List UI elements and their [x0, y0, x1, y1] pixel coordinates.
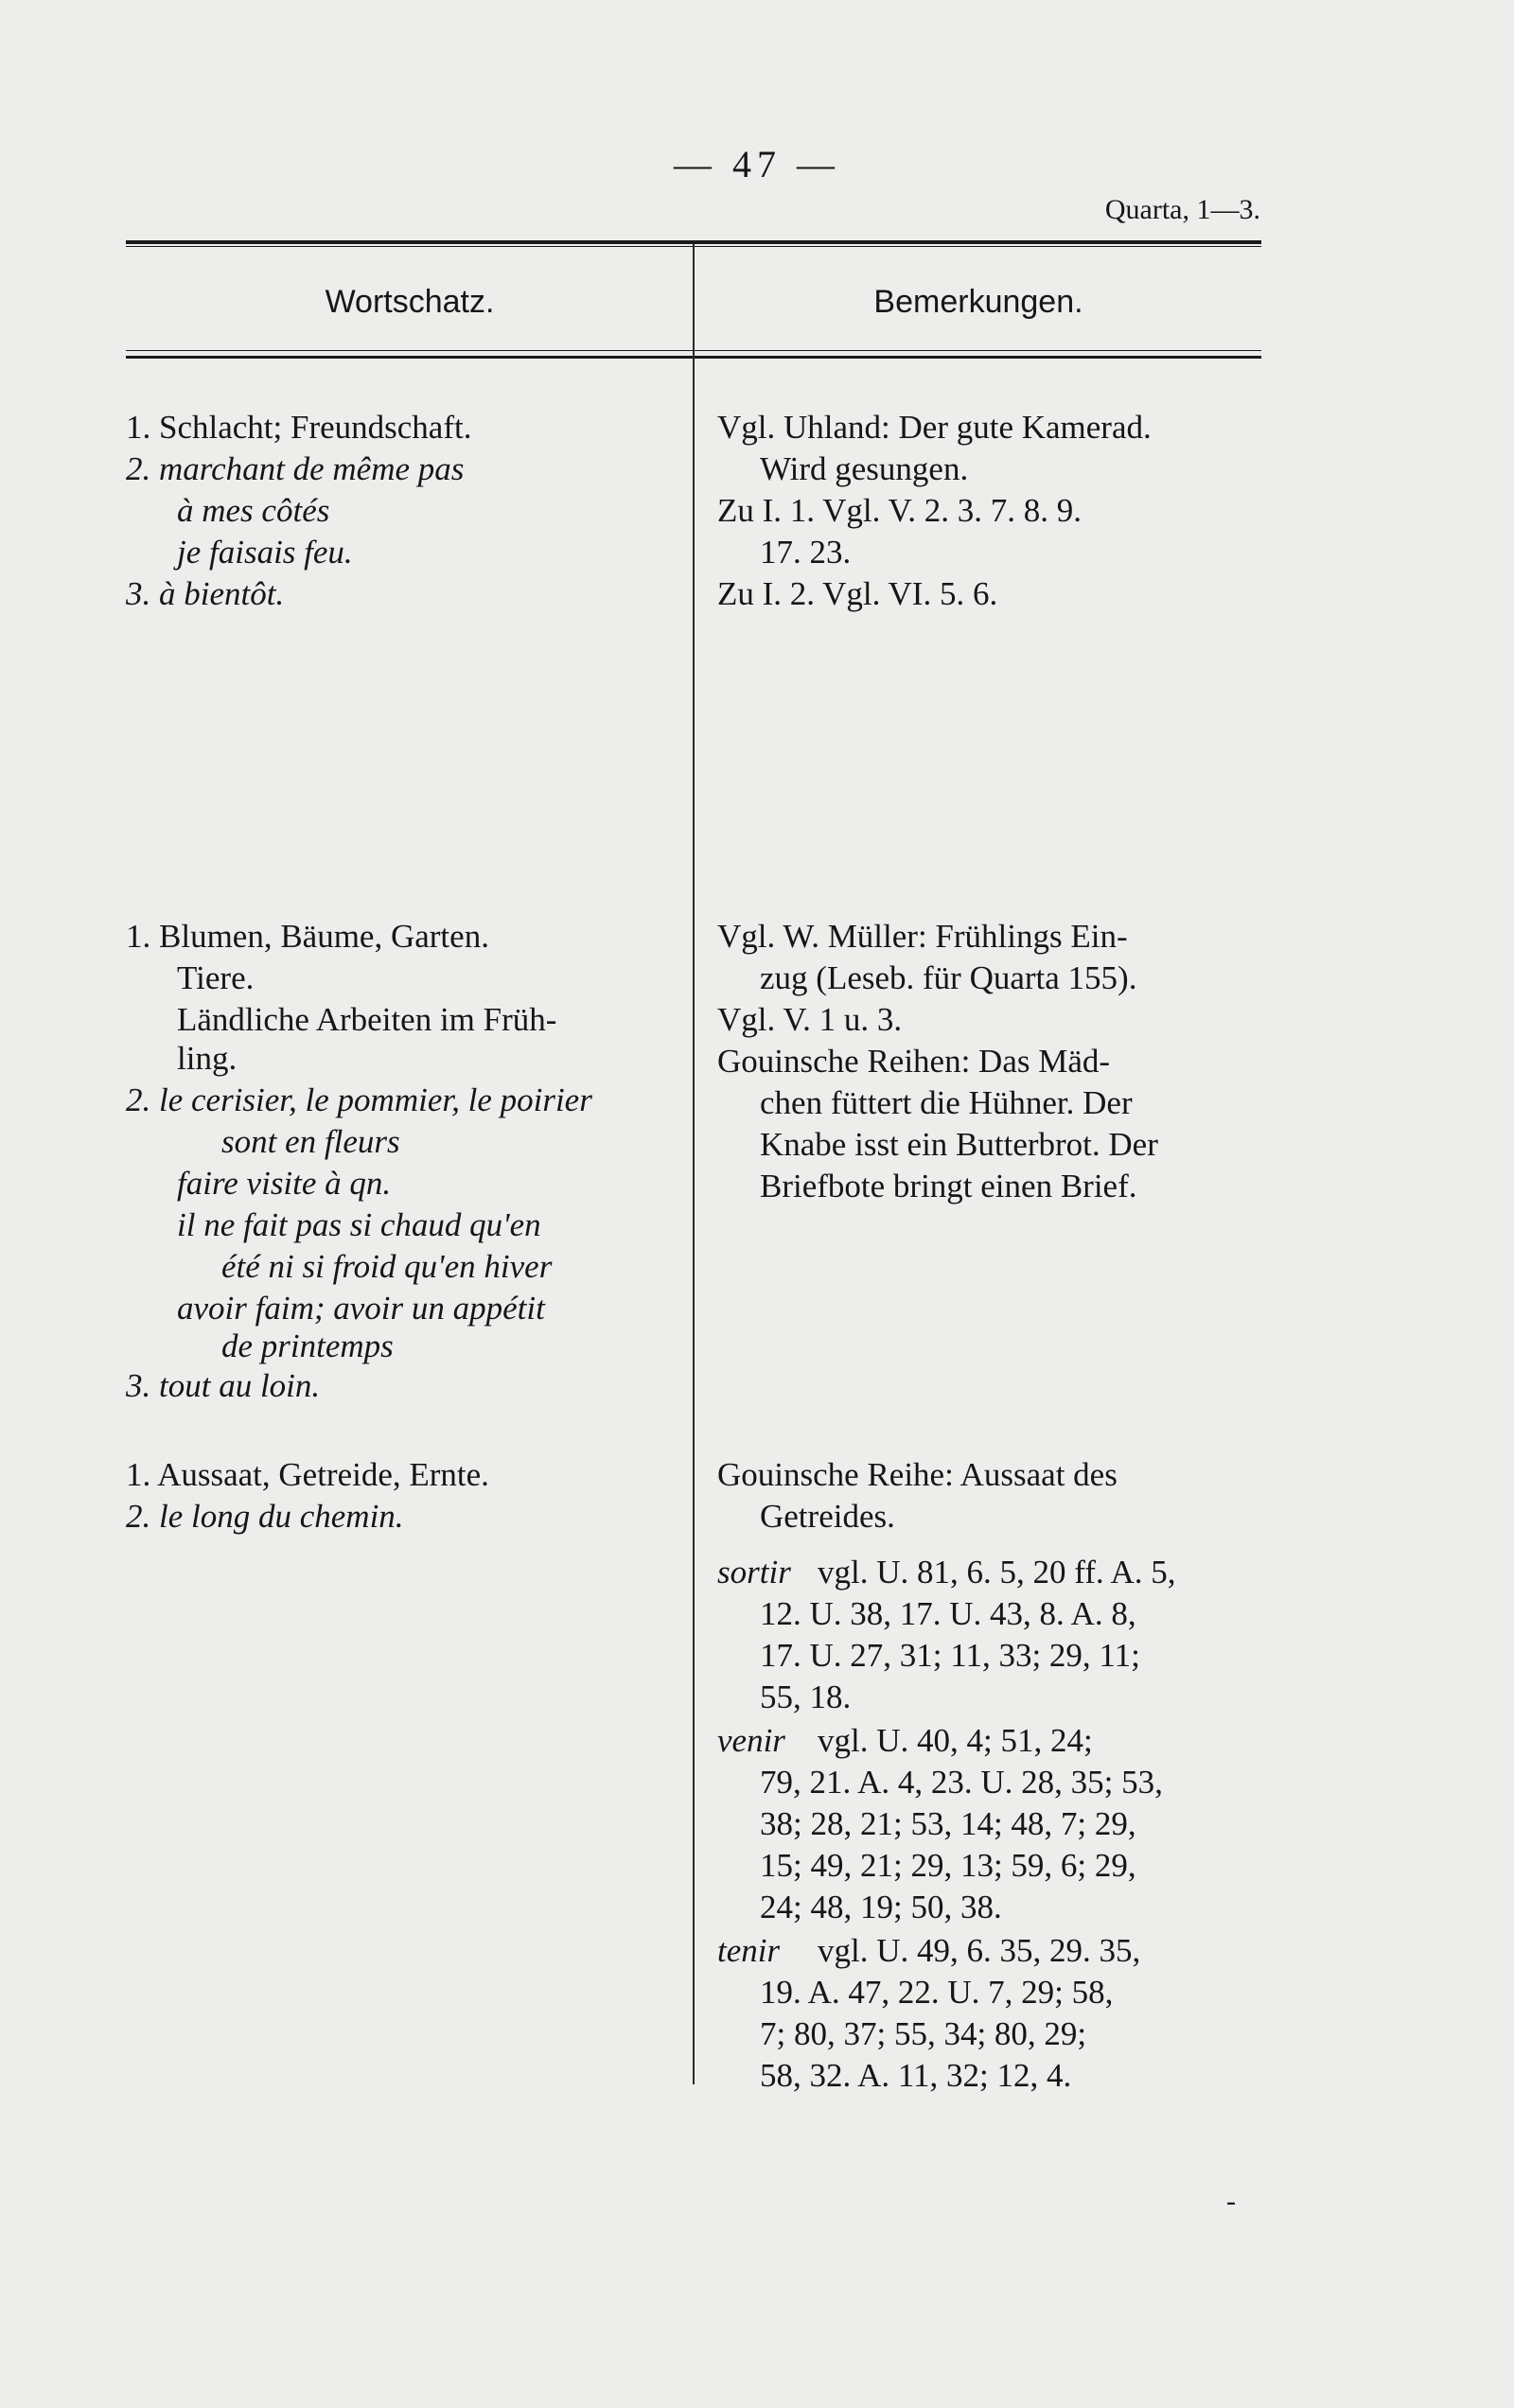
vocab-line: faire visite à qn. — [177, 1165, 392, 1202]
vocab-line: été ni si froid qu'en hiver — [221, 1248, 553, 1285]
column-title-bemerkungen: Bemerkungen. — [873, 284, 1083, 320]
remark-line: Zu I. 2. Vgl. VI. 5. 6. — [717, 575, 998, 612]
section-reference: Quarta, 1—3. — [1104, 194, 1260, 225]
vocab-line: sont en fleurs — [221, 1123, 400, 1160]
remark-line: Knabe isst ein Butterbrot. Der — [760, 1126, 1158, 1163]
vocab-line: 2. le cerisier, le pommier, le poirier — [126, 1081, 592, 1118]
remark-line: vgl. U. 81, 6. 5, 20 ff. A. 5, — [818, 1554, 1176, 1591]
remark-line: 55, 18. — [760, 1679, 852, 1715]
remark-line: 12. U. 38, 17. U. 43, 8. A. 8, — [760, 1595, 1136, 1632]
column-title-wortschatz: Wortschatz. — [325, 284, 495, 320]
remark-line: vgl. U. 49, 6. 35, 29. 35, — [818, 1932, 1141, 1969]
remark-line: 17. U. 27, 31; 11, 33; 29, 11; — [760, 1637, 1140, 1674]
page-number: — 47 — — [674, 143, 840, 185]
remark-line: Getreides. — [760, 1498, 895, 1535]
vocab-line: 1. Aussaat, Getreide, Ernte. — [126, 1456, 489, 1493]
remark-line: 38; 28, 21; 53, 14; 48, 7; 29, — [760, 1805, 1136, 1842]
remark-line: Gouinsche Reihe: Aussaat des — [717, 1456, 1118, 1493]
remark-line: Gouinsche Reihen: Das Mäd- — [717, 1043, 1111, 1080]
vocab-line: ling. — [177, 1040, 238, 1077]
vocab-line: Tiere. — [177, 959, 255, 996]
vocab-line: de printemps — [221, 1327, 394, 1364]
remark-line: chen füttert die Hühner. Der — [760, 1084, 1133, 1121]
vocab-line: 3. à bientôt. — [126, 575, 285, 612]
remark-line: Vgl. W. Müller: Frühlings Ein- — [717, 918, 1128, 955]
remark-line: 24; 48, 19; 50, 38. — [760, 1889, 1002, 1925]
remark-line: Zu I. 1. Vgl. V. 2. 3. 7. 8. 9. — [717, 492, 1083, 529]
remark-line: zug (Leseb. für Quarta 155). — [760, 959, 1137, 996]
remark-line: vgl. U. 40, 4; 51, 24; — [818, 1722, 1093, 1759]
remark-line: 7; 80, 37; 55, 34; 80, 29; — [760, 2015, 1087, 2052]
remark-line: 19. A. 47, 22. U. 7, 29; 58, — [760, 1974, 1114, 2011]
remark-line: 58, 32. A. 11, 32; 12, 4. — [760, 2057, 1072, 2094]
remark-line: Vgl. Uhland: Der gute Kamerad. — [717, 409, 1152, 446]
vocab-line: il ne fait pas si chaud qu'en — [177, 1206, 541, 1243]
footer-mark: - — [1226, 2186, 1236, 2217]
vocab-line: 2. le long du chemin. — [126, 1498, 404, 1535]
vocab-line: 1. Schlacht; Freundschaft. — [126, 409, 472, 446]
remark-line: 17. 23. — [760, 534, 852, 571]
vocab-line: avoir faim; avoir un appétit — [177, 1290, 545, 1327]
verb-venir: venir — [717, 1722, 785, 1759]
remark-line: Wird gesungen. — [760, 450, 969, 487]
verb-tenir: tenir — [717, 1932, 781, 1969]
verb-sortir: sortir — [717, 1554, 791, 1591]
vocab-line: Ländliche Arbeiten im Früh- — [177, 1001, 557, 1038]
vocab-line: 3. tout au loin. — [126, 1367, 321, 1404]
remark-line: 15; 49, 21; 29, 13; 59, 6; 29, — [760, 1847, 1136, 1884]
remark-line: Vgl. V. 1 u. 3. — [717, 1001, 903, 1038]
vocab-line: 2. marchant de même pas — [126, 450, 465, 487]
vocab-line: je faisais feu. — [177, 534, 353, 571]
column-divider — [693, 244, 695, 2084]
remark-line: Briefbote bringt einen Brief. — [760, 1168, 1137, 1204]
vocab-line: 1. Blumen, Bäume, Garten. — [126, 918, 489, 955]
vocab-line: à mes côtés — [177, 492, 330, 529]
remark-line: 79, 21. A. 4, 23. U. 28, 35; 53, — [760, 1764, 1163, 1801]
